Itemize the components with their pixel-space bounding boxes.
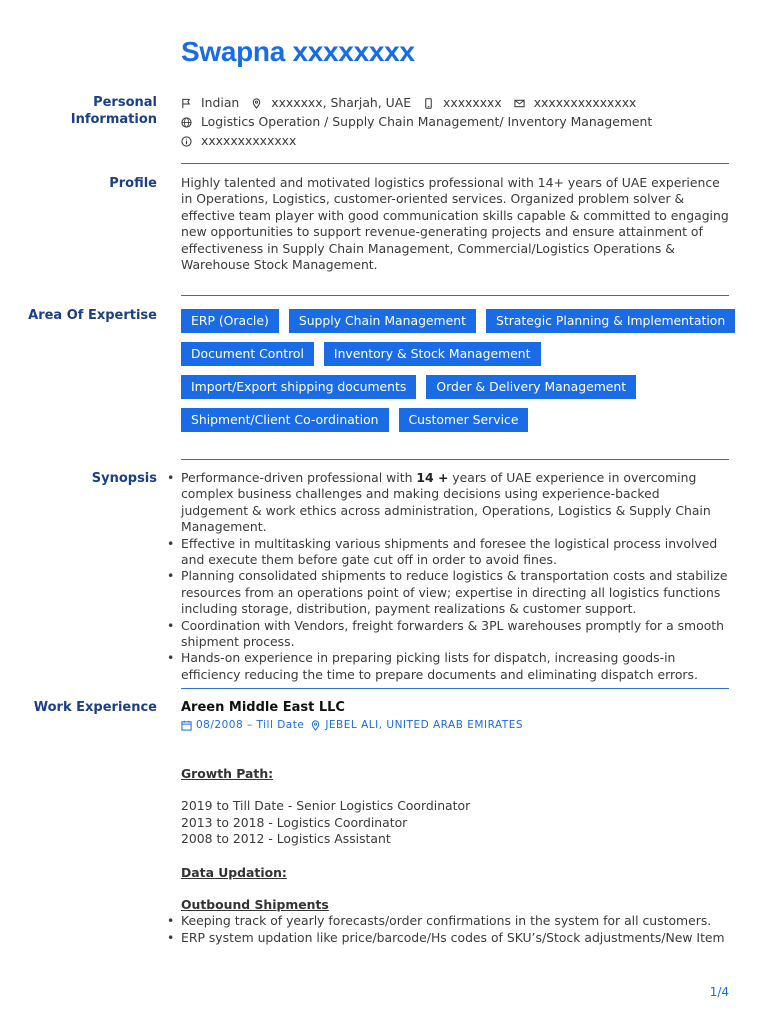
expertise-tag: Document Control — [181, 342, 314, 366]
divider — [181, 459, 729, 460]
work-label: Work Experience — [33, 700, 157, 715]
email: xxxxxxxxxxxxxx — [533, 95, 637, 111]
info-value: xxxxxxxxxxxxx — [201, 133, 297, 149]
job-location: JEBEL ALI, UNITED ARAB EMIRATES — [325, 719, 524, 731]
profile-text: Highly talented and motivated logistics professional with 14+ years of UAE experience in Operations, Logistics, customer-oriented services. Organized problem solver & effective team player with good communication skills capable & committed to engaging new opportunities to support revenue-generating projects and ensure attainment of effectiveness in Supply Chain Management, Commercial/Logistics Operations & Warehouse Stock Management. — [181, 175, 729, 273]
expertise-label: Area Of Expertise — [28, 308, 157, 323]
synopsis-item: • Effective in multitasking various shipments and foresee the logistical process involved and execute them before gate cut off in order to avoid fines. — [181, 536, 729, 569]
info-icon — [181, 136, 192, 147]
phone-icon — [423, 98, 434, 109]
expertise-tag: ERP (Oracle) — [181, 309, 279, 333]
email-icon — [514, 98, 525, 109]
candidate-name: Swapna xxxxxxxx — [181, 36, 415, 67]
divider — [181, 163, 729, 164]
outbound-item: • ERP system updation like price/barcode/Hs codes of SKU’s/Stock adjustments/New Item — [181, 930, 729, 946]
globe-icon — [181, 117, 192, 128]
data-updation-heading: Data Updation: — [181, 864, 287, 880]
synopsis-list — [181, 470, 729, 683]
growth-item: 2019 to Till Date - Senior Logistics Coordinator — [181, 798, 471, 814]
divider — [181, 295, 729, 296]
expertise-tag: Order & Delivery Management — [426, 375, 636, 399]
synopsis-item: • Coordination with Vendors, freight forwarders & 3PL warehouses promptly for a smooth shipment process. — [181, 618, 729, 651]
growth-list — [181, 798, 729, 847]
location-pin-icon — [310, 720, 321, 731]
expertise-tag: Customer Service — [399, 408, 529, 432]
outbound-list — [181, 913, 729, 946]
synopsis-item: • Hands-on experience in preparing picking lists for dispatch, increasing goods-in efficiency reducing the time to prepare documents and eliminating dispatch errors. — [181, 650, 729, 683]
profile-label: Profile — [109, 176, 157, 191]
outbound-heading: Outbound Shipments — [181, 897, 329, 913]
expertise-tag: Inventory & Stock Management — [324, 342, 541, 366]
location-pin-icon — [251, 98, 262, 109]
expertise-row — [181, 408, 729, 432]
expertise-tag: Supply Chain Management — [289, 309, 476, 333]
expertise-row — [181, 342, 729, 366]
growth-item: 2013 to 2018 - Logistics Coordinator — [181, 814, 408, 830]
expertise-tag: Strategic Planning & Implementation — [486, 309, 735, 333]
outbound-item: • Keeping track of yearly forecasts/order confirmations in the system for all customers. — [181, 913, 729, 929]
expertise-tag: Shipment/Client Co-ordination — [181, 408, 389, 432]
expertise-tag: Import/Export shipping documents — [181, 375, 416, 399]
expertise-row — [181, 375, 729, 399]
phone: xxxxxxxx — [443, 95, 502, 111]
divider — [181, 688, 729, 689]
growth-path-heading: Growth Path: — [181, 766, 274, 781]
page-number: 1/4 — [709, 985, 729, 999]
expertise-tags — [181, 309, 729, 441]
synopsis-item: • Performance-driven professional with 14 + years of UAE experience in overcoming complex business challenges and making decisions using experience-backed judgement & work ethics across administration, Operations, Logistics & Supply Chain Management. — [181, 470, 729, 536]
calendar-icon — [181, 720, 192, 731]
growth-item: 2008 to 2012 - Logistics Assistant — [181, 831, 391, 847]
job-meta — [181, 717, 729, 733]
company-name: Areen Middle East LLC — [181, 700, 345, 715]
job-dates: 08/2008 – Till Date — [196, 719, 305, 731]
fields: Logistics Operation / Supply Chain Management/ Inventory Management — [201, 114, 653, 130]
location: xxxxxxx, Sharjah, UAE — [271, 95, 412, 111]
personal-info-label: Personal Information — [70, 95, 157, 127]
synopsis-item: • Planning consolidated shipments to reduce logistics & transportation costs and stabilize resources from an operations point of view; expertise in directing all logistics functions including storage, distribution, payment realizations & customer support. — [181, 568, 729, 617]
synopsis-label: Synopsis — [91, 471, 157, 486]
flag-icon — [181, 98, 192, 109]
expertise-row — [181, 309, 729, 333]
nationality: Indian — [201, 95, 240, 111]
